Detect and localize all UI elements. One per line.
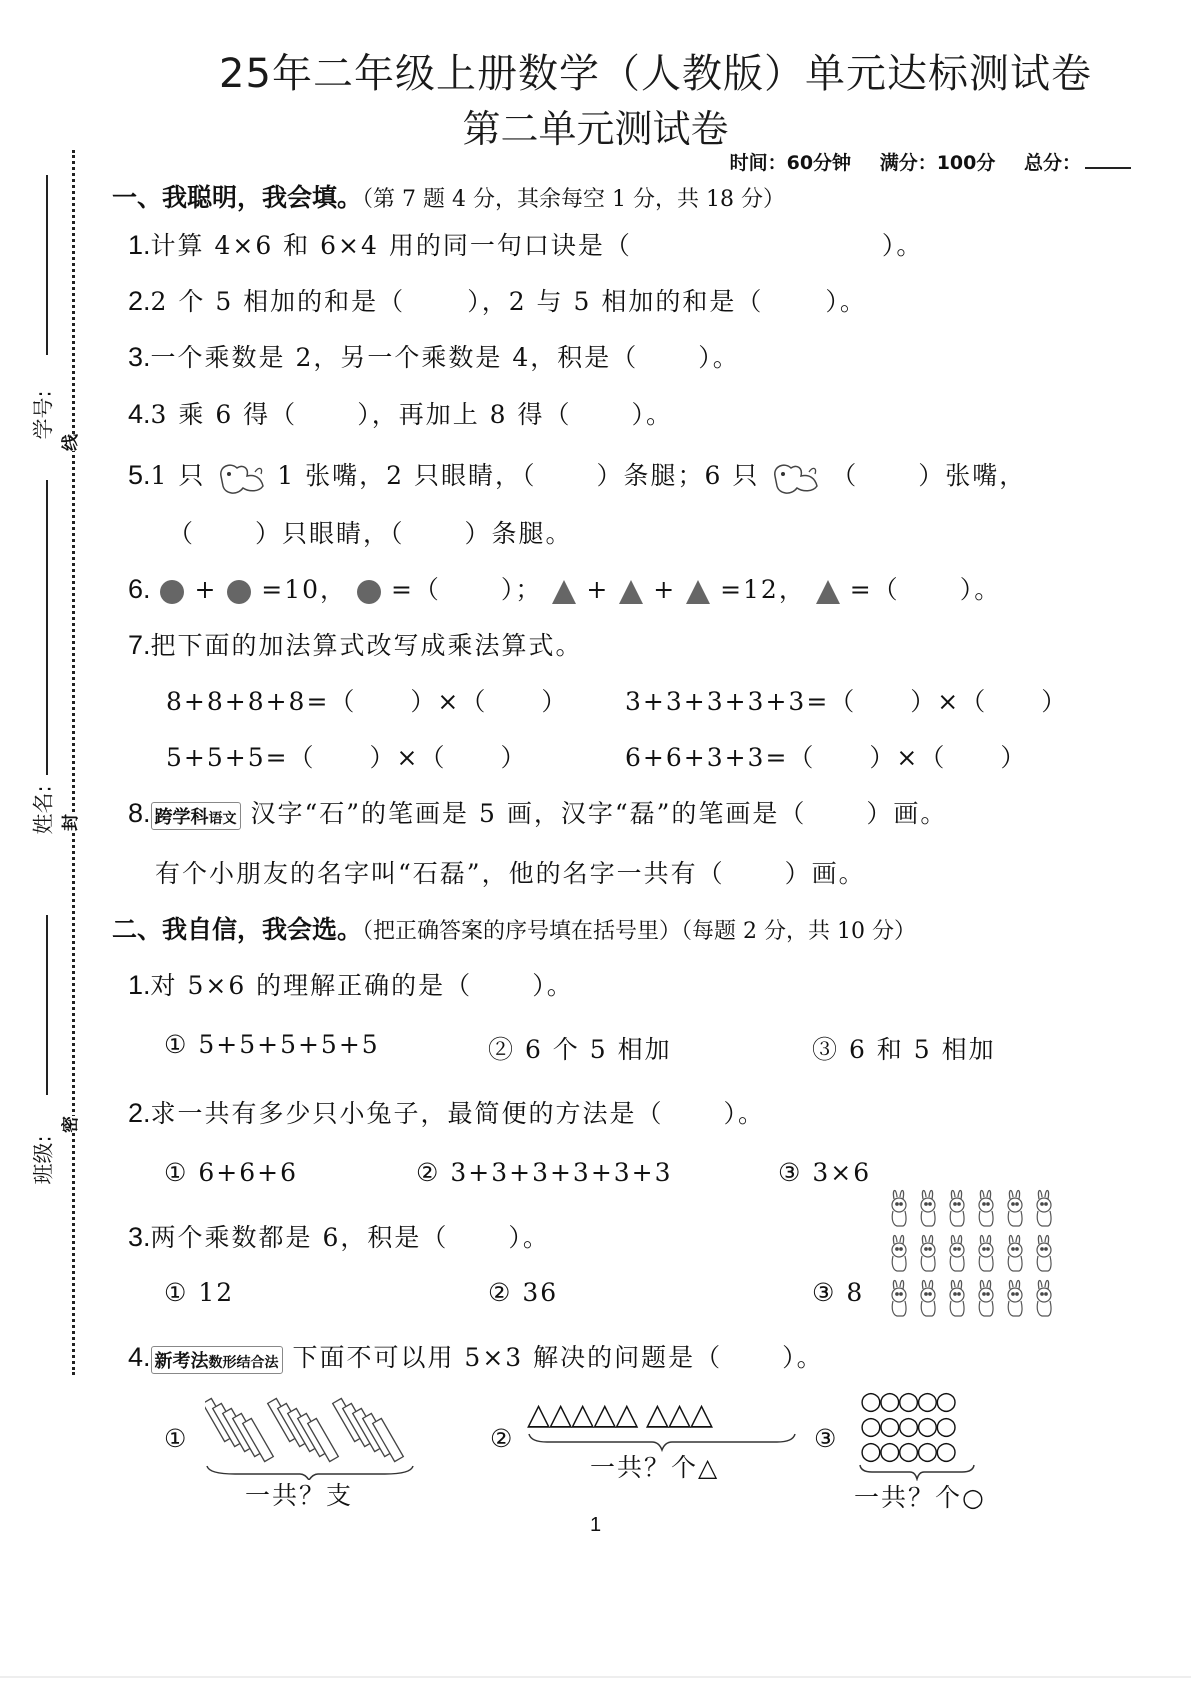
triangle-icon <box>619 580 643 604</box>
option[interactable]: ② 36 <box>488 1278 559 1307</box>
exam-subtitle: 第二单元测试卷 <box>462 107 729 151</box>
option[interactable]: ③ 3×6 <box>778 1158 872 1187</box>
option-caption: 一共？个○ <box>854 1483 986 1512</box>
triangle-icon <box>552 580 576 604</box>
s2-question-2: 2.求一共有多少只小兔子，最简便的方法是（ ）。 <box>128 1098 766 1128</box>
s1-question-5-line2: （ ）只眼睛，（ ）条腿。 <box>168 519 573 548</box>
total-score-field[interactable] <box>1085 167 1131 169</box>
s1-question-5: 5.1 只 1 张嘴，2 只眼睛，（ ）条腿；6 只 （ ）张嘴， <box>128 456 1026 498</box>
s1-question-2: 2.2 个 5 相加的和是（ ），2 与 5 相加的和是（ ）。 <box>128 286 867 316</box>
name-field[interactable] <box>46 480 48 775</box>
q7-item[interactable]: 6+6+3+3=（ ）×（ ） <box>625 743 1028 772</box>
class-label: 班级: <box>31 1135 56 1185</box>
student-no-field[interactable] <box>46 175 48 355</box>
binding-dotted-line <box>72 150 75 1375</box>
option-caption: 一共？支 <box>245 1481 354 1510</box>
s2-question-1: 1.对 5×6 的理解正确的是（ ）。 <box>128 970 574 1000</box>
triangles-icon: △△△△△ △△△ <box>527 1397 713 1432</box>
option-caption: 一共？个△ <box>590 1453 720 1482</box>
cross-subject-badge: 跨学科语文 <box>151 802 241 830</box>
option[interactable]: ③ 6 和 5 相加 <box>812 1035 996 1064</box>
q7-item[interactable]: 5+5+5=（ ）×（ ） <box>166 743 528 772</box>
option-label[interactable]: ① <box>164 1424 189 1453</box>
name-label: 姓名: <box>31 785 56 835</box>
section2-heading: 二、我自信，我会选。（把正确答案的序号填在括号里）（每题 2 分，共 10 分） <box>112 915 916 944</box>
circle-icon <box>357 580 381 604</box>
seal-text-line: 线 <box>56 434 81 451</box>
option[interactable]: ① 5+5+5+5+5 <box>164 1030 380 1059</box>
seal-text-envelope: 封 <box>56 814 81 831</box>
page-number: 1 <box>589 1514 602 1536</box>
s2-question-3: 3.两个乘数都是 6，积是（ ）。 <box>128 1222 550 1252</box>
s1-question-1: 1.计算 4×6 和 6×4 用的同一句口诀是（ ）。 <box>128 230 924 260</box>
option[interactable]: ② 3+3+3+3+3+3 <box>416 1158 673 1187</box>
puppy-icon <box>769 458 821 498</box>
exam-title: 25年二年级上册数学（人教版）单元达标测试卷 <box>219 51 1092 97</box>
q7-item[interactable]: 8+8+8+8=（ ）×（ ） <box>166 687 569 716</box>
s1-question-3: 3.一个乘数是 2，另一个乘数是 4，积是（ ）。 <box>128 342 740 372</box>
s1-question-7: 7.把下面的加法算式改写成乘法算式。 <box>128 630 583 660</box>
s1-question-6: 6. + =10， =（ ）； + + =12， =（ ）。 <box>128 574 1002 604</box>
s1-question-8-line2: 有个小朋友的名字叫“石磊”，他的名字一共有（ ）画。 <box>155 859 866 888</box>
time-limit: 时间：60分钟 <box>729 152 852 174</box>
new-method-badge: 新考法数形结合法 <box>151 1346 283 1374</box>
class-field[interactable] <box>46 915 48 1095</box>
seal-text-secret: 密 <box>56 1116 81 1133</box>
page-bottom-edge <box>0 1676 1191 1678</box>
q7-item[interactable]: 3+3+3+3+3=（ ）×（ ） <box>625 687 1069 716</box>
option[interactable]: ① 12 <box>164 1278 235 1307</box>
option-label[interactable]: ② <box>490 1424 515 1453</box>
total-score-label: 总分： <box>1023 152 1081 174</box>
option[interactable]: ③ 8 <box>812 1278 865 1307</box>
exam-meta <box>708 148 1131 175</box>
student-no-label: 学号: <box>31 390 56 440</box>
puppy-icon <box>215 458 267 498</box>
circle-icon <box>227 580 251 604</box>
circle-icon <box>160 580 184 604</box>
s1-question-8: 8. 跨学科语文 汉字“石”的笔画是 5 画，汉字“磊”的笔画是（ ）画。 <box>128 798 948 828</box>
triangle-icon <box>686 580 710 604</box>
rabbits-grid-icon <box>885 1185 1065 1320</box>
option-label[interactable]: ③ <box>814 1424 839 1453</box>
s2-question-4: 4. 新考法数形结合法 下面不可以用 5×3 解决的问题是（ ）。 <box>128 1342 824 1372</box>
triangle-icon <box>816 580 840 604</box>
option[interactable]: ② 6 个 5 相加 <box>488 1035 672 1064</box>
circles-grid-icon: ○○○○○ ○○○○○ ○○○○○ <box>860 1386 955 1465</box>
option[interactable]: ① 6+6+6 <box>164 1158 298 1187</box>
full-score: 满分：100分 <box>879 152 996 174</box>
section1-heading: 一、我聪明，我会填。（第 7 题 4 分，其余每空 1 分，共 18 分） <box>112 183 785 212</box>
s1-question-4: 4.3 乘 6 得（ ），再加上 8 得（ ）。 <box>128 399 674 429</box>
pencil-bundles-icon <box>205 1390 415 1480</box>
